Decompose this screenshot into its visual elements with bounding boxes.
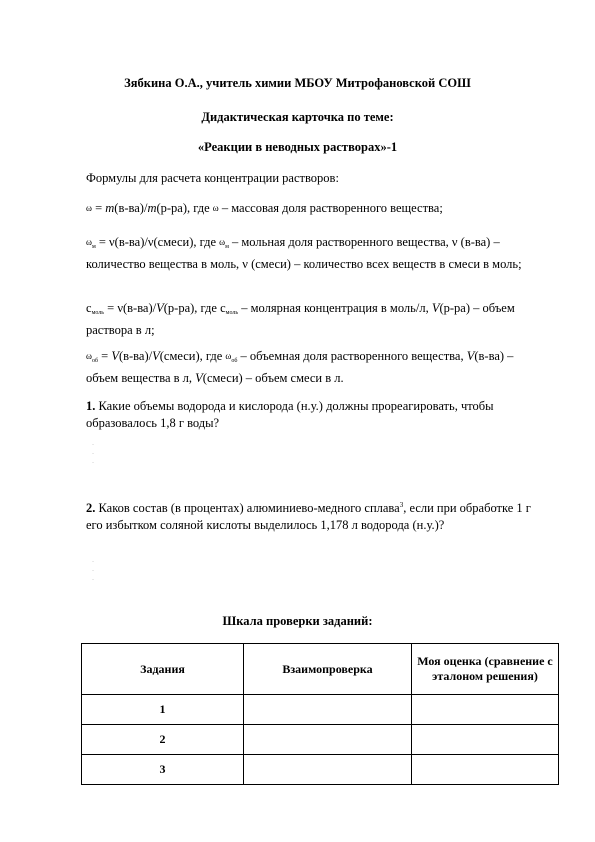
card-title: Дидактическая карточка по теме: [201,110,394,124]
scale-title: Шкала проверки заданий: [222,614,373,628]
task-number: 2. [86,501,96,515]
table-row [82,755,559,785]
task-2: 2. Каков состав (в процентах) алюминиево-медного сплава$^3$, если при обработке 1 г его избытком соляной кислоты выделилось 1,178 л водорода (н.у.)? [86,501,531,532]
task-cell: 1 [82,695,244,725]
task-cell: 2 [82,725,244,755]
self-assessment-cell[interactable] [412,755,559,785]
table-row [82,725,559,755]
peer-check-cell[interactable] [244,695,412,725]
formula-volume-fraction: $\omega_{об}$ = V(в-ва)/V(смеси), где $\omega_{об}$ – объемная доля растворенного вещества, V(в-ва) – объем вещества в л, V(смеси) – объем смеси в л. [86,349,514,385]
answer-space-marks: ˙ ˙ ˙ [92,561,94,585]
task-number: 1. [86,399,96,413]
peer-check-cell[interactable] [244,755,412,785]
topic-title: «Реакции в неводных растворах»-1 [197,140,398,154]
answer-space-marks: ˙ ˙ ˙ [92,444,94,468]
table-row [82,695,559,725]
formula-molar-concentration: $c_{моль} = \nu(в-ва)/V(р-ра)$, где $c_{моль}$ – молярная концентрация в моль/л, V(р-ра) – объем раствора в л; [86,301,515,337]
author-line: Зябкина О.А., учитель химии МБОУ Митрофановской СОШ [124,76,471,90]
formulas-intro: Формулы для расчета концентрации растворов: [86,171,339,185]
header-self-assessment: Моя оценка (сравнение с эталоном решения) [412,644,559,695]
task-1: 1. Какие объемы водорода и кислорода (н.у.) должны прореагировать, чтобы образовалось 1,8 г воды? [86,399,494,430]
task-cell: 3 [82,755,244,785]
formula-mole-fraction: $\omega_м$ = ν(в-ва)/ν(смеси), где $\omega_м$ – мольная доля растворенного вещества, ν (в-ва) – количество вещества в моль, ν (смеси) – количество всех веществ в смеси в моль; [86,235,522,271]
self-assessment-cell[interactable] [412,695,559,725]
omega-symbol: ω [86,203,92,213]
scoring-table [81,643,559,785]
table-header-row [82,644,559,695]
peer-check-cell[interactable] [244,725,412,755]
header-peer-check: Взаимопроверка [244,644,412,695]
header-tasks: Задания [82,644,244,695]
formula-mass-fraction: ω = m(в-ва)/m(р-ра), где ω – массовая доля растворенного вещества; [86,201,443,215]
self-assessment-cell[interactable] [412,725,559,755]
